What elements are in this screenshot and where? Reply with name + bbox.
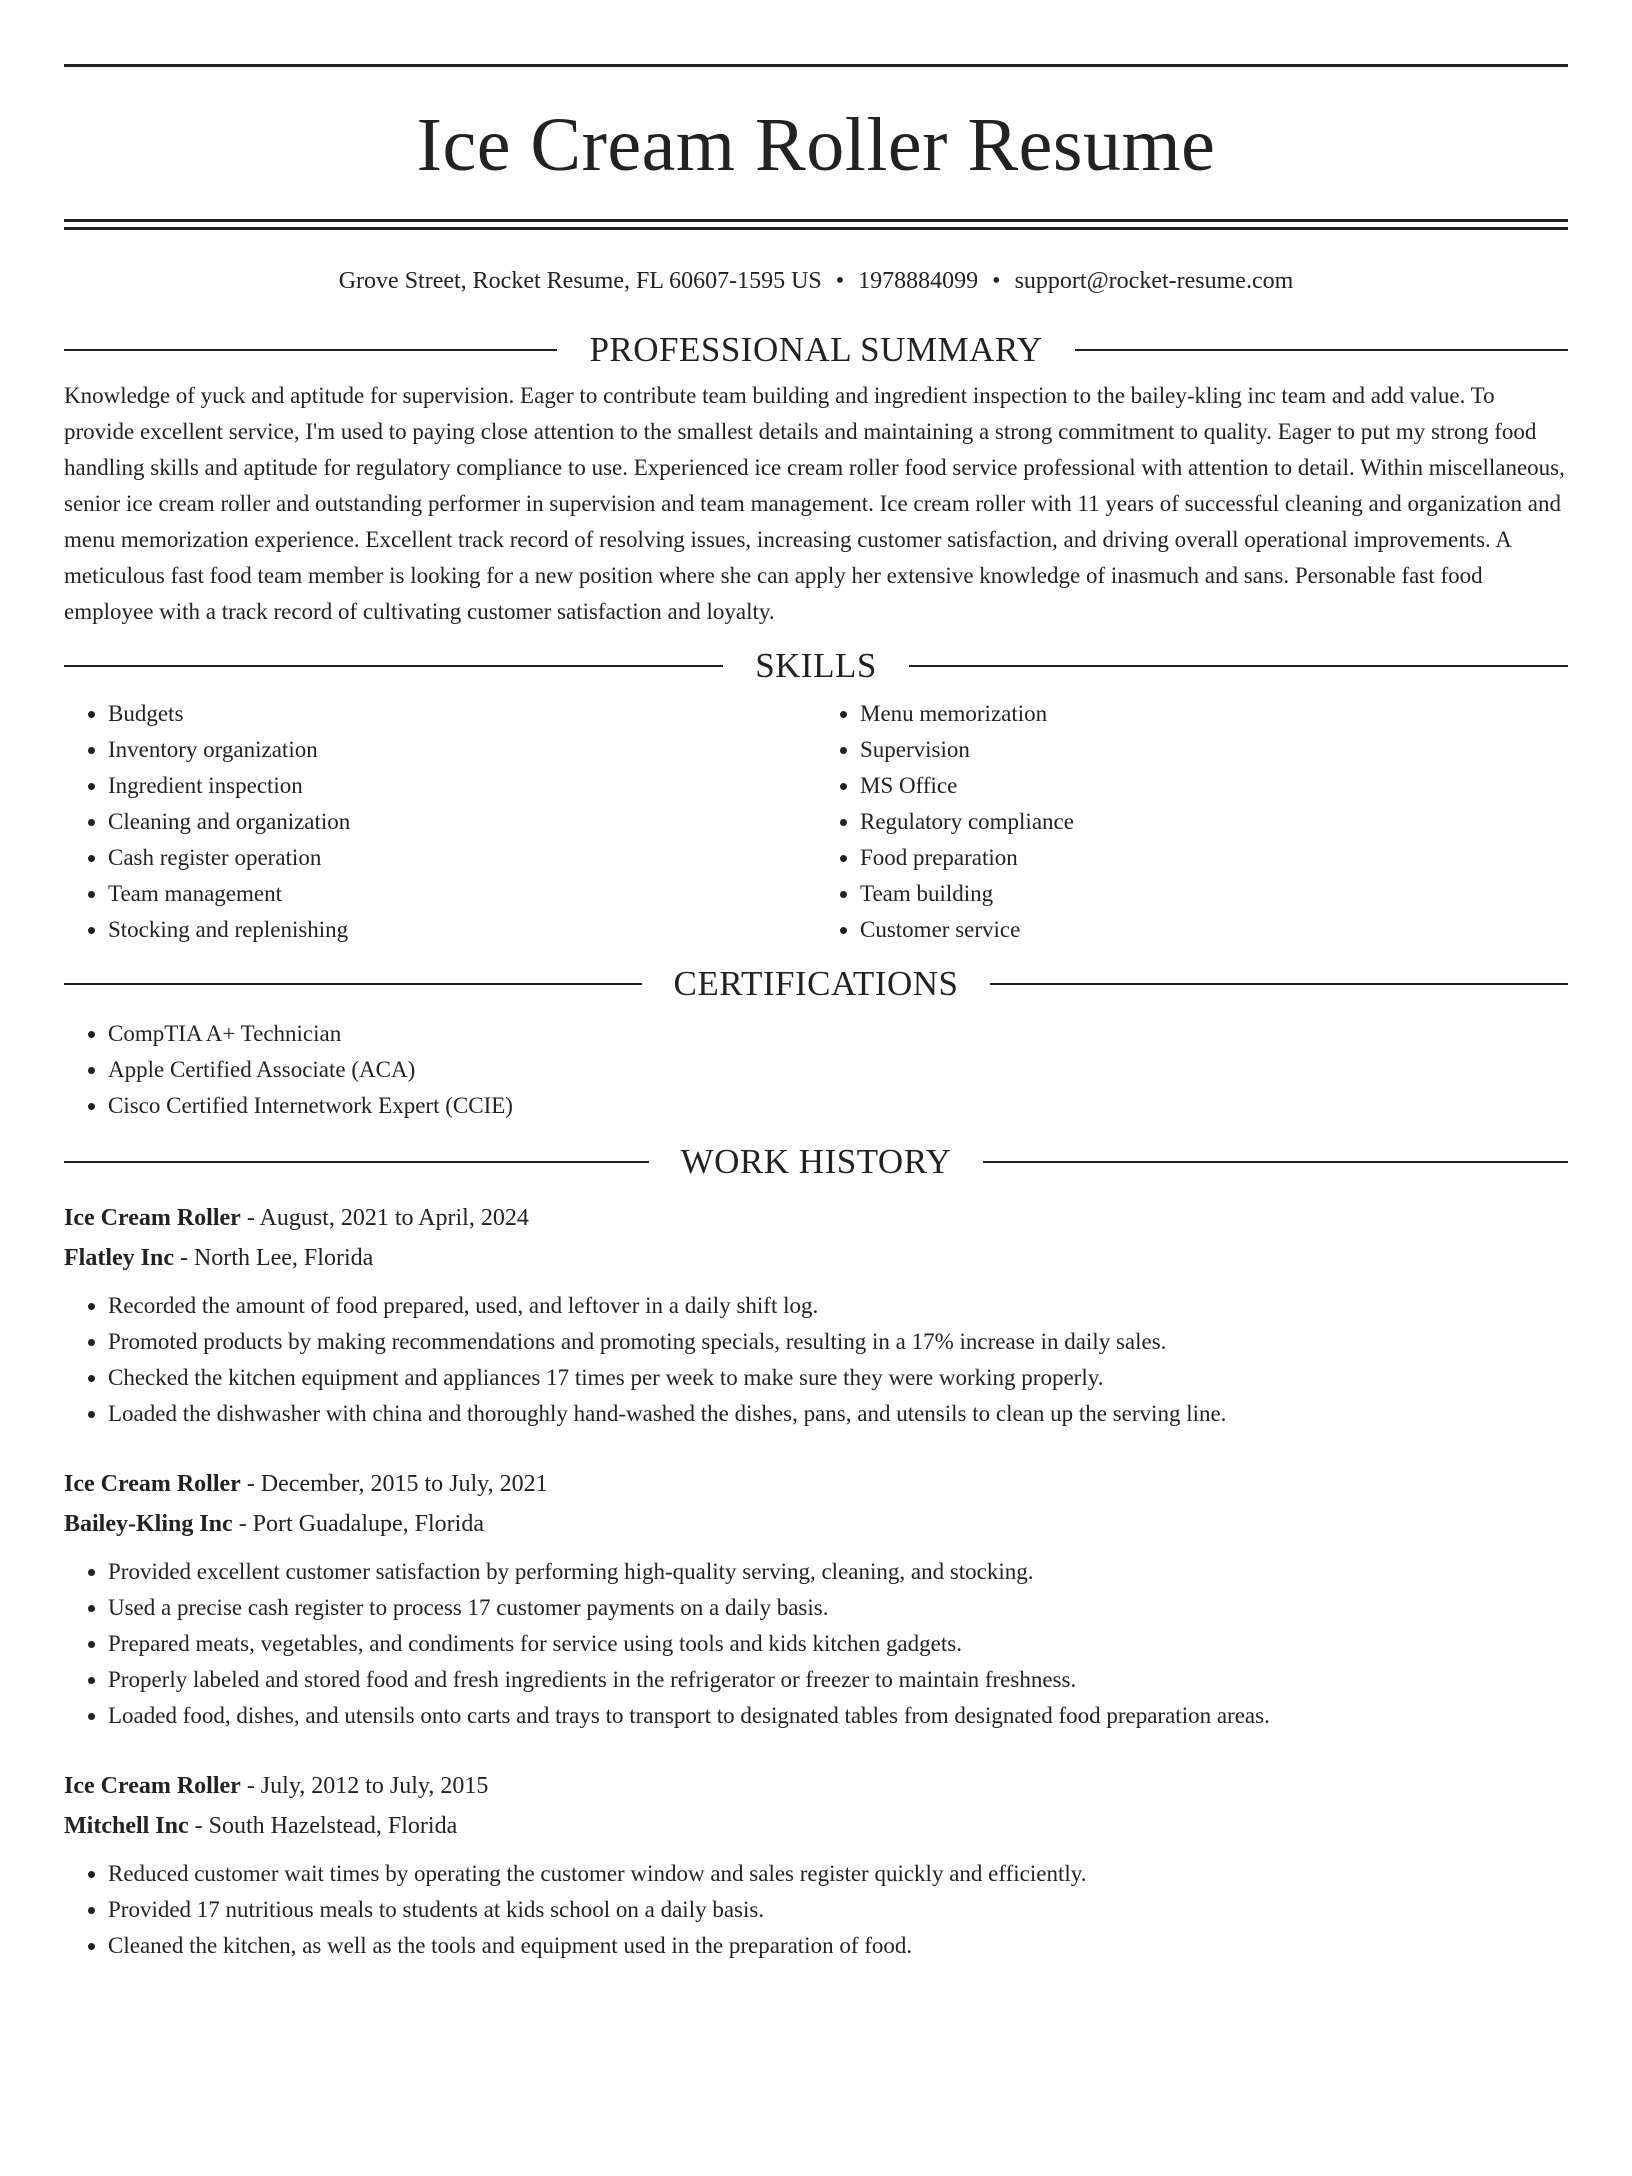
skill-item: • Team building bbox=[860, 876, 1568, 912]
job-bullet: • Promoted products by making recommendations and promoting specials, resulting in a 17% increase in daily sales. bbox=[108, 1324, 1568, 1360]
job-bullet: • Provided excellent customer satisfaction by performing high-quality serving, cleaning, and stocking. bbox=[108, 1554, 1568, 1590]
job-bullet: • Loaded food, dishes, and utensils onto carts and trays to transport to designated tables from designated food preparation areas. bbox=[108, 1698, 1568, 1734]
section-title-summary: PROFESSIONAL SUMMARY bbox=[589, 330, 1043, 369]
skills-list-right bbox=[816, 696, 1568, 948]
page-title: Ice Cream Roller Resume bbox=[416, 103, 1216, 187]
contact-separator: • bbox=[835, 268, 845, 294]
job-bullets bbox=[64, 1856, 1568, 1964]
top-rule bbox=[64, 64, 1568, 67]
job-title-line bbox=[64, 1198, 1568, 1238]
skill-item: • Cash register operation bbox=[108, 840, 816, 876]
certification-item: • Apple Certified Associate (ACA) bbox=[108, 1052, 1568, 1088]
job-bullet: • Cleaned the kitchen, as well as the tools and equipment used in the preparation of food. bbox=[108, 1928, 1568, 1964]
skill-item: • Ingredient inspection bbox=[108, 768, 816, 804]
certification-item: • Cisco Certified Internetwork Expert (CCIE) bbox=[108, 1088, 1568, 1124]
job-company: Mitchell Inc bbox=[64, 1813, 189, 1839]
certification-item: • CompTIA A+ Technician bbox=[108, 1016, 1568, 1052]
skill-item: • MS Office bbox=[860, 768, 1568, 804]
job-dates: - August, 2021 to April, 2024 bbox=[240, 1205, 529, 1231]
job-role: Ice Cream Roller bbox=[64, 1471, 241, 1497]
skill-item: • Customer service bbox=[860, 912, 1568, 948]
section-header-skills bbox=[64, 646, 1568, 686]
section-header-certifications bbox=[64, 964, 1568, 1004]
job-company-line bbox=[64, 1504, 1568, 1544]
job-company: Bailey-Kling Inc bbox=[64, 1511, 233, 1537]
job-bullet: • Used a precise cash register to process 17 customer payments on a daily basis. bbox=[108, 1590, 1568, 1626]
skill-item: • Food preparation bbox=[860, 840, 1568, 876]
job-bullet: • Prepared meats, vegetables, and condiments for service using tools and kids kitchen gadgets. bbox=[108, 1626, 1568, 1662]
job-bullet: • Checked the kitchen equipment and appliances 17 times per week to make sure they were working properly. bbox=[108, 1360, 1568, 1396]
certifications-list bbox=[64, 1016, 1568, 1124]
skill-item: • Inventory organization bbox=[108, 732, 816, 768]
skill-item: • Menu memorization bbox=[860, 696, 1568, 732]
job-location: - Port Guadalupe, Florida bbox=[232, 1511, 484, 1537]
contact-email[interactable]: support@rocket-resume.com bbox=[1014, 268, 1294, 294]
job-bullet: • Recorded the amount of food prepared, used, and leftover in a daily shift log. bbox=[108, 1288, 1568, 1324]
skill-item: • Budgets bbox=[108, 696, 816, 732]
section-title-certifications: CERTIFICATIONS bbox=[673, 964, 959, 1003]
summary-text: Knowledge of yuck and aptitude for supervision. Eager to contribute team building and ingredient inspection to the bailey-kling inc team and add value. To provide excellent service, I'm used to paying close attention to the smallest details and maintaining a strong commitment to quality. Eager to put my strong food handling skills and aptitude for regulatory compliance to use. Experienced ice cream roller food service professional with attention to detail. Within miscellaneous, senior ice cream roller and outstanding performer in supervision and team management. Ice cream roller with 11 years of successful cleaning and organization and menu memorization experience. Excellent track record of resolving issues, increasing customer satisfaction, and driving overall operational improvements. A meticulous fast food team member is looking for a new position where she can apply her extensive knowledge of inasmuch and sans. Personable fast food employee with a track record of cultivating customer satisfaction and loyalty. bbox=[64, 383, 1565, 624]
skills-list-left bbox=[64, 696, 816, 948]
contact-line bbox=[64, 266, 1568, 296]
section-header-work bbox=[64, 1142, 1568, 1182]
job-title-line bbox=[64, 1464, 1568, 1504]
skills-columns bbox=[64, 696, 1568, 948]
job-bullet: • Properly labeled and stored food and fresh ingredients in the refrigerator or freezer to maintain freshness. bbox=[108, 1662, 1568, 1698]
job-bullet: • Provided 17 nutritious meals to students at kids school on a daily basis. bbox=[108, 1892, 1568, 1928]
job-bullet: • Reduced customer wait times by operating the customer window and sales register quickly and efficiently. bbox=[108, 1856, 1568, 1892]
job-entry bbox=[64, 1198, 1568, 1432]
job-bullets bbox=[64, 1554, 1568, 1734]
job-dates: - July, 2012 to July, 2015 bbox=[240, 1773, 489, 1799]
job-company-line bbox=[64, 1806, 1568, 1846]
contact-separator: • bbox=[992, 268, 1001, 294]
title-double-rule bbox=[64, 219, 1568, 230]
skill-item: • Regulatory compliance bbox=[860, 804, 1568, 840]
skill-item: • Team management bbox=[108, 876, 816, 912]
job-location: - South Hazelstead, Florida bbox=[188, 1813, 458, 1839]
job-bullets bbox=[64, 1288, 1568, 1432]
job-dates: - December, 2015 to July, 2021 bbox=[240, 1471, 548, 1497]
job-role: Ice Cream Roller bbox=[64, 1205, 241, 1231]
job-role: Ice Cream Roller bbox=[64, 1773, 241, 1799]
section-header-summary bbox=[64, 330, 1568, 370]
section-title-skills: SKILLS bbox=[755, 646, 877, 685]
job-company-line bbox=[64, 1238, 1568, 1278]
job-entry bbox=[64, 1464, 1568, 1734]
skill-item: • Cleaning and organization bbox=[108, 804, 816, 840]
job-entry bbox=[64, 1766, 1568, 1964]
section-title-work: WORK HISTORY bbox=[680, 1142, 952, 1181]
skill-item: • Stocking and replenishing bbox=[108, 912, 816, 948]
job-location: - North Lee, Florida bbox=[173, 1245, 374, 1271]
skill-item: • Supervision bbox=[860, 732, 1568, 768]
resume-page bbox=[0, 64, 1632, 2176]
job-title-line bbox=[64, 1766, 1568, 1806]
job-company: Flatley Inc bbox=[64, 1245, 174, 1271]
contact-phone: 1978884099 bbox=[858, 268, 979, 294]
job-bullet: • Loaded the dishwasher with china and thoroughly hand-washed the dishes, pans, and utensils to clean up the serving line. bbox=[108, 1396, 1568, 1432]
contact-address: Grove Street, Rocket Resume, FL 60607-1595 US bbox=[338, 268, 822, 294]
